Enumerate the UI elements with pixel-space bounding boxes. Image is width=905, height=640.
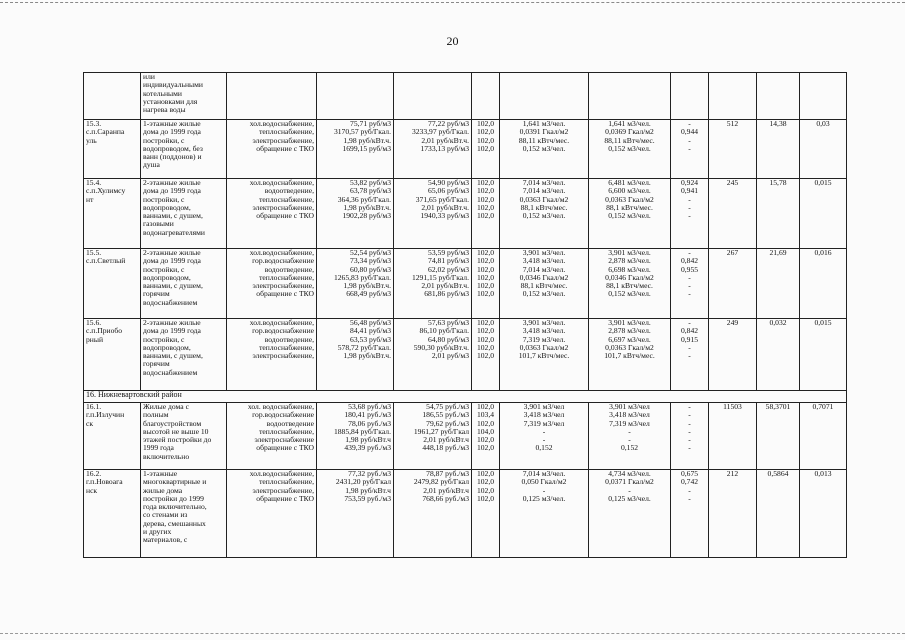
page-bottom-edge	[0, 633, 905, 634]
cell-tariff-new	[394, 73, 472, 120]
cell-share: 15,78	[757, 179, 800, 249]
cell-norm-new: 4,734 м3/чел. 0,0371 Гкал/м2 - 0,125 м3/чел.	[589, 470, 671, 558]
cell-share-total: 0,03	[800, 120, 847, 179]
cell-share-total: 0,7071	[800, 403, 847, 470]
cell-num	[84, 73, 141, 120]
table-row	[84, 403, 847, 470]
cell-num: 15.6. с.п.Приобо рный	[84, 319, 141, 391]
table-row	[84, 73, 847, 120]
cell-services: хол.водоснабжение, водоотведение, теплоснабжение, электроснабжение, обращение с ТКО	[227, 179, 317, 249]
cell-norm-old: 7,014 м3/чел. 0,050 Гкал/м2 - 0,125 м3/чел.	[500, 470, 589, 558]
cell-share-total	[800, 73, 847, 120]
cell-coef	[671, 73, 709, 120]
table-row	[84, 120, 847, 179]
cell-index: 102,0 102,0 102,0 102,0 102,0	[472, 319, 500, 391]
cell-building-type: или индивидуальными котельными установками для нагрева воды	[141, 73, 227, 120]
cell-tariff-old: 53,68 руб./м3 180,41 руб./м3 78,06 руб./м3 1885,84 руб/Гкал. 1,98 руб/кВт.ч 439,39 руб./м3	[317, 403, 394, 470]
cell-share: 21,69	[757, 249, 800, 319]
cell-norm-old: 1,641 м3/чел. 0,0391 Гкал/м2 88,11 кВтч/мес. 0,152 м3/чел.	[500, 120, 589, 179]
cell-index	[472, 73, 500, 120]
cell-building-type: 1-этажные жилые дома до 1999 года постройки, с водопроводом, без ванн (поддонов) и душа	[141, 120, 227, 179]
cell-share-total: 0,013	[800, 470, 847, 558]
table-row	[84, 249, 847, 319]
cell-share: 0,5864	[757, 470, 800, 558]
cell-services: хол.водоснабжение, теплоснабжение, электроснабжение, обращение с ТКО	[227, 470, 317, 558]
cell-services: хол. водоснабжение, гор.водоснабжение водоотведение теплоснабжение, электроснабжение обращение с ТКО	[227, 403, 317, 470]
cell-services: хол.водоснабжение, теплоснабжение, электроснабжение, обращение с ТКО	[227, 120, 317, 179]
cell-norm-new: 6,481 м3/чел. 6,600 м3/чел. 0,0363 Гкал/м2 88,1 кВтч/мес. 0,152 м3/чел.	[589, 179, 671, 249]
page-top-edge	[0, 2, 905, 3]
cell-tariff-new: 54,75 руб./м3 186,55 руб./м3 79,62 руб./м3 1961,27 руб/Гкал 2,01 руб/кВт.ч 448,18 руб./м3	[394, 403, 472, 470]
cell-population: 512	[709, 120, 757, 179]
cell-tariff-new: 53,59 руб/м3 74,81 руб/м3 62,02 руб/м3 1291,15 руб/Гкал. 2,01 руб/кВт.ч. 681,86 руб/м3	[394, 249, 472, 319]
table-row	[84, 470, 847, 558]
table-row	[84, 179, 847, 249]
cell-norm-old: 7,014 м3/чел. 7,014 м3/чел. 0,0363 Гкал/м2 88,1 кВтч/мес. 0,152 м3/чел.	[500, 179, 589, 249]
region-header-row	[84, 391, 847, 403]
cell-share-total: 0,015	[800, 319, 847, 391]
table-row	[84, 319, 847, 391]
cell-norm-old: 3,901 м3/чел. 3,418 м3/чел. 7,319 м3/чел. 0,0363 Гкал/м2 101,7 кВтч/мес.	[500, 319, 589, 391]
cell-num: 16.2. г.п.Новоагa нск	[84, 470, 141, 558]
cell-tariff-old: 75,71 руб/м3 3170,57 руб/Гкал. 1,98 руб/кВт.ч. 1699,15 руб/м3	[317, 120, 394, 179]
cell-tariff-old: 53,82 руб/м3 63,78 руб/м3 364,36 руб/Гкал. 1,98 руб/кВт.ч. 1902,28 руб/м3	[317, 179, 394, 249]
cell-building-type: Жилые дома с полным благоустройством высотой не выше 10 этажей постройки до 1999 года включительно	[141, 403, 227, 470]
cell-index: 102,0 102,0 102,0 102,0 102,0	[472, 179, 500, 249]
cell-coef: - 0,944 - -	[671, 120, 709, 179]
cell-population	[709, 73, 757, 120]
cell-share: 58,3701	[757, 403, 800, 470]
cell-norm-old	[500, 73, 589, 120]
cell-building-type: 2-этажные жилые дома до 1999 года постройки, с водопроводом, ваннами, с душем, горячим водоснабжением	[141, 249, 227, 319]
cell-norm-new	[589, 73, 671, 120]
cell-coef: 0,924 0,941 - - -	[671, 179, 709, 249]
cell-norm-new: 1,641 м3/чел. 0,0369 Гкал/м2 88,11 кВтч/мес. 0,152 м3/чел.	[589, 120, 671, 179]
cell-norm-old: 3,901 м3/чел. 3,418 м3/чел. 7,014 м3/чел. 0,0346 Гкал/м2 88,1 кВтч/мес. 0,152 м3/чел.	[500, 249, 589, 319]
cell-index: 102,0 103,4 102,0 104,0 102,0 102,0	[472, 403, 500, 470]
cell-tariff-new: 54,90 руб/м3 65,06 руб/м3 371,65 руб/Гкал. 2,01 руб/кВт.ч. 1940,33 руб/м3	[394, 179, 472, 249]
cell-num: 15.3. с.п.Саранпа уль	[84, 120, 141, 179]
cell-share	[757, 73, 800, 120]
cell-index: 102,0 102,0 102,0 102,0	[472, 470, 500, 558]
cell-tariff-new: 77,22 руб/м3 3233,97 руб/Гкал. 2,01 руб/кВт.ч. 1733,13 руб/м3	[394, 120, 472, 179]
cell-population: 11503	[709, 403, 757, 470]
cell-services: хол.водоснабжение, гор.водоснабжение водоотведение, теплоснабжение, электроснабжение, обращение с ТКО	[227, 249, 317, 319]
cell-population: 245	[709, 179, 757, 249]
cell-share: 0,032	[757, 319, 800, 391]
cell-population: 267	[709, 249, 757, 319]
cell-index: 102,0 102,0 102,0 102,0 102,0 102,0	[472, 249, 500, 319]
cell-tariff-new: 78,87 руб./м3 2479,82 руб/Гкал 2,01 руб/кВт.ч 768,66 руб./м3	[394, 470, 472, 558]
cell-coef: - - - - - -	[671, 403, 709, 470]
tariff-table	[83, 72, 847, 558]
cell-index: 102,0 102,0 102,0 102,0	[472, 120, 500, 179]
page-number: 20	[446, 34, 459, 48]
cell-coef: - 0,842 0,955 - - -	[671, 249, 709, 319]
cell-share-total: 0,016	[800, 249, 847, 319]
cell-services: хол.водоснабжение, гор.водоснабжение водоотведение, теплоснабжение, электроснабжение,	[227, 319, 317, 391]
cell-coef: 0,675 0,742 - -	[671, 470, 709, 558]
cell-tariff-new: 57,63 руб/м3 86,10 руб/Гкал. 64,80 руб/м3 590,30 руб/кВт.ч. 2,01 руб/м3	[394, 319, 472, 391]
cell-tariff-old: 77,32 руб./м3 2431,20 руб/Гкал 1,98 руб/кВт.ч 753,59 руб./м3	[317, 470, 394, 558]
cell-share: 14,38	[757, 120, 800, 179]
cell-norm-old: 3,901 м3/чел 3,418 м3/чел 7,319 м3/чел - - 0,152	[500, 403, 589, 470]
cell-building-type: 1-этажные многоквартирные и жилые дома постройки до 1999 года включительно, со стенами из дерева, смешанных и других материалов, с	[141, 470, 227, 558]
cell-coef: - 0,842 0,915 - -	[671, 319, 709, 391]
cell-norm-new: 3,901 м3/чел 3,418 м3/чел 7,319 м3/чел - - 0,152	[589, 403, 671, 470]
cell-num: 16.1. г.п.Излучин ск	[84, 403, 141, 470]
cell-population: 249	[709, 319, 757, 391]
cell-norm-new: 3,901 м3/чел. 2,878 м3/чел. 6,698 м3/чел. 0,0346 Гкал/м2 88,1 кВтч/мес. 0,152 м3/чел.	[589, 249, 671, 319]
cell-num: 15.4. с.п.Хулимсу нт	[84, 179, 141, 249]
cell-norm-new: 3,901 м3/чел. 2,878 м3/чел. 6,697 м3/чел. 0,0363 Гкал/м2 101,7 кВтч/мес.	[589, 319, 671, 391]
cell-services	[227, 73, 317, 120]
cell-population: 212	[709, 470, 757, 558]
cell-share-total: 0,015	[800, 179, 847, 249]
cell-building-type: 2-этажные жилые дома до 1999 года постройки, с водопроводом, ваннами, с душем, газовыми водонагревателями	[141, 179, 227, 249]
region-header: 16. Нижневартовский район	[84, 391, 847, 403]
cell-tariff-old: 52,54 руб/м3 73,34 руб/м3 60,80 руб/м3 1265,83 руб/Гкал. 1,98 руб/кВт.ч. 668,49 руб/м3	[317, 249, 394, 319]
cell-tariff-old	[317, 73, 394, 120]
cell-tariff-old: 56,48 руб/м3 84,41 руб/м3 63,53 руб/м3 578,72 руб/Гкал. 1,98 руб/кВт.ч.	[317, 319, 394, 391]
cell-building-type: 2-этажные жилые дома до 1999 года постройки, с водопроводом, ваннами, с душем, горячим водоснабжением	[141, 319, 227, 391]
cell-num: 15.5. с.п.Светлый	[84, 249, 141, 319]
